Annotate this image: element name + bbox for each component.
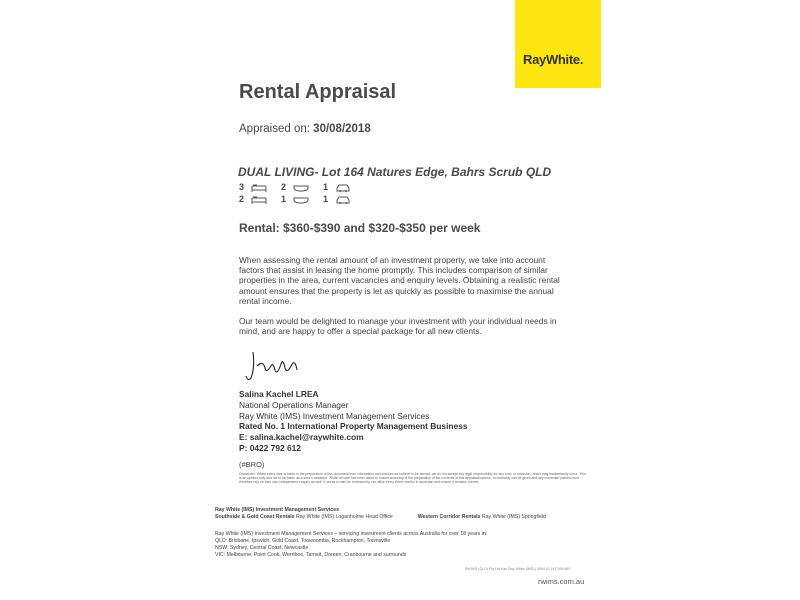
footer-qld: QLD: Brisbane, Ipswich, Gold Coast, Toowoomba, Rockhampton, Townsville: [215, 538, 391, 544]
footer-locations: [215, 531, 595, 559]
logo-text: RayWhite.: [523, 52, 584, 67]
appraised-label: Appraised on:: [239, 123, 310, 135]
signatory-company: Ray White (IMS) Investment Management Services: [239, 410, 430, 421]
signature-block: [239, 389, 468, 454]
property-address: DUAL LIVING- Lot 164 Natures Edge, Bahrs Scrub QLD: [238, 165, 552, 179]
signature-image: [243, 348, 301, 384]
car-icon: [335, 196, 351, 204]
signatory-rating: Rated No. 1 International Property Management Business: [239, 421, 468, 432]
disclaimer-text: Disclaimer: Whilst every care is taken in the preparation of this document from information and sources we believe to be correct, we do not accept any legal responsibility for any error or omission, which may inadvertently occur. This is an opinion only and not to be taken as a sworn valuation. Whilst all care has been taken to ensure accuracy in the preparation of the contents of this appraisal/opinion, no warranty can be given and any interested parties must therefore rely on their own independent enquiry as well. It needs to also be reviewed by our office every three months to ascertain and ensure it remains current.: [239, 472, 586, 485]
signatory-email: E: salina.kachel@raywhite.com: [239, 432, 364, 443]
baths-count: 1: [281, 194, 287, 204]
website-link[interactable]: rwims.com.au: [538, 577, 585, 586]
ray-white-logo: [515, 0, 601, 88]
beds-count: 3: [239, 182, 245, 192]
team-paragraph: Our team would be delighted to manage your investment with your individual needs in mind, and are happy to offer a special package for all new clients.: [239, 316, 557, 337]
footer-nsw: NSW: Sydney, Central Coast, Newcastle: [215, 545, 309, 551]
bath-icon: [293, 184, 309, 192]
property-features: [239, 182, 369, 206]
western-office: Ray White (IMS) Springfield: [481, 514, 546, 520]
footer-office-row: [215, 514, 595, 521]
appraised-date-line: [239, 123, 371, 135]
footer-abn: RWIMS (QLD) Pty Ltd t/as Ray White (IMS) | ABN 42 147 269 867: [465, 567, 571, 571]
footer-offices: [215, 507, 595, 521]
bath-icon: [293, 196, 309, 204]
cars-count: 1: [323, 182, 329, 192]
footer-vic: VIC: Melbourne, Point Cook, Werribee, Tarneit, Doreen, Cranbourne and surrounds: [215, 552, 407, 558]
beds-count: 2: [239, 194, 245, 204]
signatory-role: National Operations Manager: [239, 399, 349, 410]
appraised-date: 30/08/2018: [313, 123, 371, 135]
bed-icon: [251, 196, 267, 204]
signatory-name: Salina Kachel LREA: [239, 389, 319, 399]
reference-code: (#BRO): [239, 460, 265, 469]
cars-count: 1: [323, 194, 329, 204]
page-title: Rental Appraisal: [239, 81, 397, 103]
southside-office: Ray White (IMS) Loganholme Head Office: [296, 514, 393, 520]
signatory-phone: P: 0422 792 612: [239, 442, 301, 453]
bed-icon: [251, 184, 267, 192]
western-label: Western Corridor Rentals: [417, 514, 481, 520]
southside-label: Southside & Gold Coast Rentals: [215, 514, 295, 520]
footer-intro: Ray White (IMS) Investment Management Services – servicing investment clients across Australia for over 18 years in:: [215, 531, 488, 537]
baths-count: 2: [281, 182, 287, 192]
rental-range: Rental: $360-$390 and $320-$350 per week: [239, 221, 481, 235]
footer-company: Ray White (IMS) Investment Management Services: [215, 507, 339, 513]
car-icon: [335, 184, 351, 192]
assessment-paragraph: When assessing the rental amount of an investment property, we take into account factors that assist in leasing the home promptly. This includes comparison of similar properties in the area, current vacancies and enquiry levels. Obtaining a realistic rental amount ensures that the property is let as quickly as possible to maximise the annual rental income.: [239, 255, 560, 306]
